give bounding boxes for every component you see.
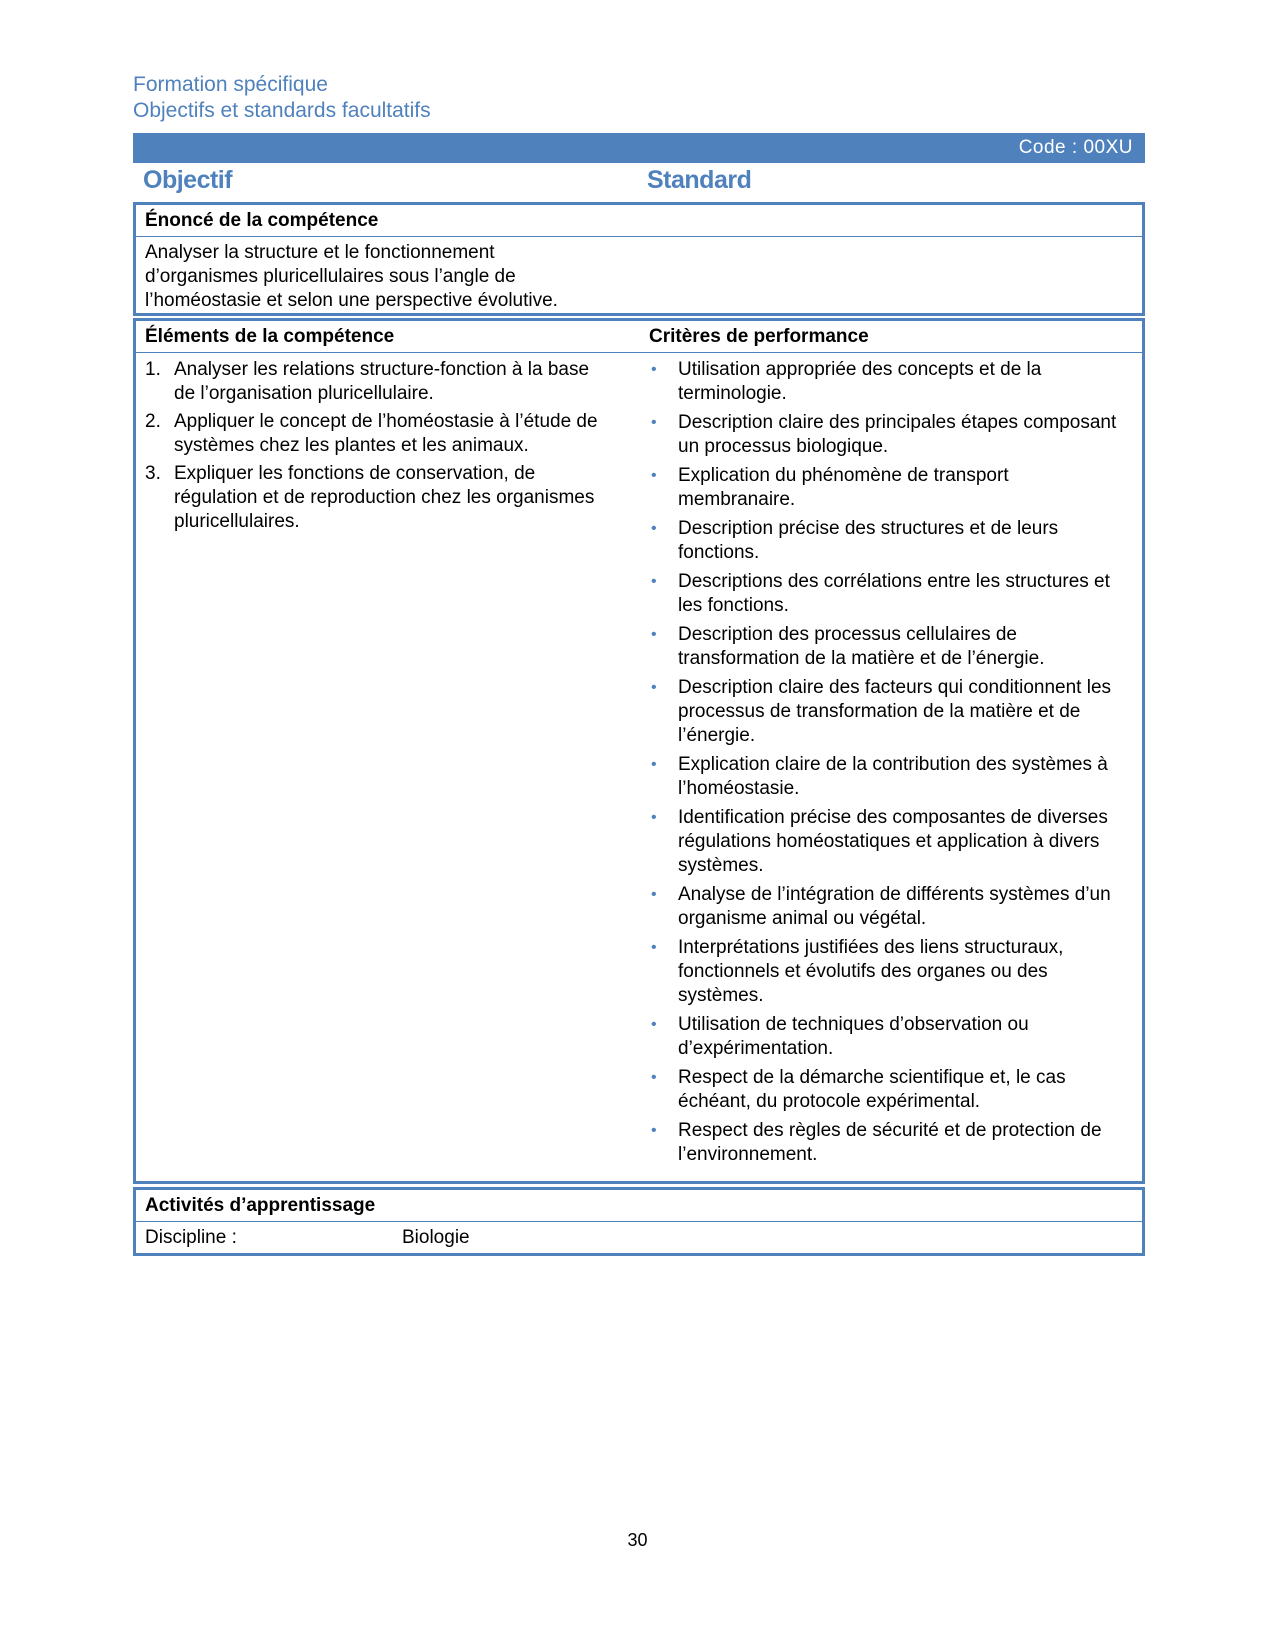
code-bar	[133, 133, 1145, 163]
elements-header-row	[136, 321, 1142, 353]
enonce-text	[136, 237, 1142, 317]
bullet-icon: •	[651, 361, 657, 378]
bullet-icon: •	[651, 573, 657, 590]
enonce-line: d’organismes pluricellulaires sous l’angle de	[145, 266, 516, 287]
critere-text: Analyse de l’intégration de différents systèmes d’un organisme animal ou végétal.	[678, 884, 1111, 929]
objectif-heading: Objectif	[143, 166, 233, 194]
bullet-icon: •	[651, 414, 657, 431]
criteres-list	[649, 358, 1129, 1167]
bullet-icon: •	[651, 626, 657, 643]
activites-box	[133, 1187, 1145, 1256]
element-text: Analyser les relations structure-fonction à la base de l’organisation pluricellulaire.	[174, 359, 590, 404]
elements-list	[145, 358, 615, 534]
critere-text: Utilisation de techniques d’observation ou d’expérimentation.	[678, 1014, 1029, 1059]
elements-criteres-box	[133, 318, 1145, 1184]
elements-list-wrap	[136, 353, 624, 542]
enonce-line: Analyser la structure et le fonctionnement	[145, 242, 495, 263]
critere-item	[649, 806, 1129, 878]
critere-item	[649, 753, 1129, 801]
critere-item	[649, 883, 1129, 931]
activites-title: Activités d’apprentissage	[136, 1190, 1142, 1222]
bullet-icon: •	[651, 1016, 657, 1033]
element-number: 3.	[145, 463, 161, 484]
bullet-icon: •	[651, 1069, 657, 1086]
enonce-line: l’homéostasie et selon une perspective évolutive.	[145, 290, 558, 311]
enonce-box	[133, 202, 1145, 316]
critere-item	[649, 676, 1129, 748]
critere-text: Respect des règles de sécurité et de protection de l’environnement.	[678, 1120, 1102, 1165]
column-headings	[133, 164, 1145, 200]
critere-item	[649, 464, 1129, 512]
course-code: Code : 00XU	[1018, 137, 1133, 158]
section-title: Formation spécifique	[133, 73, 328, 96]
criteres-list-wrap	[640, 353, 1138, 1176]
critere-text: Explication du phénomène de transport membranaire.	[678, 465, 1009, 510]
discipline-row	[136, 1222, 1142, 1254]
element-number: 1.	[145, 359, 161, 380]
critere-text: Interprétations justifiées des liens structuraux, fonctionnels et évolutifs des organes ou des systèmes.	[678, 937, 1064, 1006]
page-number: 30	[627, 1530, 648, 1550]
critere-text: Description précise des structures et de leurs fonctions.	[678, 518, 1059, 563]
document-header	[133, 72, 431, 124]
elements-title: Éléments de la compétence	[145, 326, 395, 347]
bullet-icon: •	[651, 756, 657, 773]
critere-text: Utilisation appropriée des concepts et de la terminologie.	[678, 359, 1042, 404]
critere-text: Description claire des facteurs qui conditionnent les processus de transformation de la matière et de l’énergie.	[678, 677, 1112, 746]
discipline-value: Biologie	[402, 1227, 470, 1248]
bullet-icon: •	[651, 679, 657, 696]
element-text: Expliquer les fonctions de conservation, de régulation et de reproduction chez les organismes pluricellulaires.	[174, 463, 595, 532]
critere-text: Description des processus cellulaires de transformation de la matière et de l’énergie.	[678, 624, 1045, 669]
element-item	[145, 462, 615, 534]
critere-item	[649, 358, 1129, 406]
critere-item	[649, 1066, 1129, 1114]
element-text: Appliquer le concept de l’homéostasie à l’étude de systèmes chez les plantes et les animaux.	[174, 411, 598, 456]
critere-item	[649, 517, 1129, 565]
critere-text: Identification précise des composantes de diverses régulations homéostatiques et application à divers systèmes.	[678, 807, 1108, 876]
critere-text: Description claire des principales étapes composant un processus biologique.	[678, 412, 1117, 457]
bullet-icon: •	[651, 520, 657, 537]
element-item	[145, 358, 615, 406]
bullet-icon: •	[651, 467, 657, 484]
critere-item	[649, 623, 1129, 671]
bullet-icon: •	[651, 939, 657, 956]
enonce-title: Énoncé de la compétence	[136, 205, 1142, 237]
critere-item	[649, 1013, 1129, 1061]
bullet-icon: •	[651, 809, 657, 826]
critere-item	[649, 936, 1129, 1008]
section-subtitle: Objectifs et standards facultatifs	[133, 99, 431, 122]
standard-heading: Standard	[647, 166, 752, 194]
element-number: 2.	[145, 411, 161, 432]
element-item	[145, 410, 615, 458]
criteres-title: Critères de performance	[649, 326, 869, 347]
critere-item	[649, 570, 1129, 618]
discipline-label: Discipline :	[145, 1227, 237, 1248]
critere-item	[649, 411, 1129, 459]
critere-text: Descriptions des corrélations entre les structures et les fonctions.	[678, 571, 1110, 616]
critere-item	[649, 1119, 1129, 1167]
bullet-icon: •	[651, 1122, 657, 1139]
critere-text: Explication claire de la contribution des systèmes à l’homéostasie.	[678, 754, 1108, 799]
critere-text: Respect de la démarche scientifique et, le cas échéant, du protocole expérimental.	[678, 1067, 1066, 1112]
bullet-icon: •	[651, 886, 657, 903]
